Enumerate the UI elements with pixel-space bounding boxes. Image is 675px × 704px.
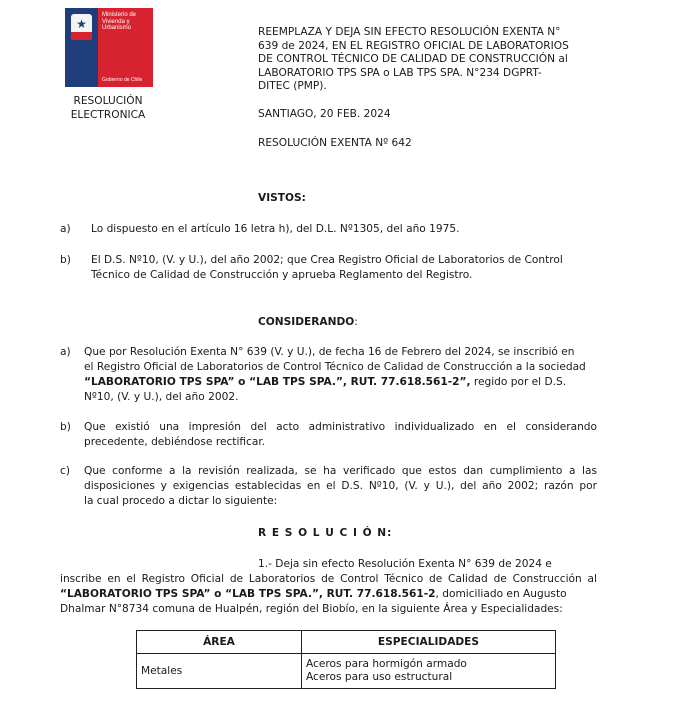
- vistos-a-label: a): [60, 223, 71, 235]
- resolucion-paragraph-1: 1.- Deja sin efecto Resolución Exenta N° 639 de 2024 e inscribe en el Registro Oficial de Laboratorios de Control Técnico de Calidad de Construcción al “LABORATORIO TPS SPA” o “LAB TPS SPA.”, RUT. 77.618.561-2, domiciliado en Augusto Dhalmar N°8734 comuna de Hualpén, región del Biobío, en la siguiente Área y Especialidades:: [60, 558, 597, 615]
- table-row: [137, 654, 556, 689]
- considerando-heading: CONSIDERANDO:: [258, 316, 358, 328]
- considerando-b-label: b): [60, 421, 71, 433]
- considerando-a-text: Que por Resolución Exenta N° 639 (V. y U.), de fecha 16 de Febrero del 2024, se inscribió en el Registro Oficial de Laboratorios de Control Técnico de Calidad de Construcción a la sociedad “LABORATORIO TPS SPA” o “LAB TPS SPA.”, RUT. 77.618.561-2”, regido por el D.S. Nº10, (V. y U.), del año 2002.: [84, 346, 586, 403]
- considerando-c-text: Que conforme a la revisión realizada, se ha verificado que estos dan cumplimiento a las disposiciones y exigencias establecidas en el D.S. Nº10, (V. y U.), del año 2002; razón por la cual procedo a dictar lo siguiente:: [84, 465, 597, 507]
- government-label: Gobierno de Chile: [102, 77, 143, 83]
- table-header-especialidades: ESPECIALIDADES: [302, 631, 556, 654]
- table-header-row: [137, 631, 556, 654]
- vistos-a-text: Lo dispuesto en el artículo 16 letra h), del D.L. Nº1305, del año 1975.: [91, 223, 460, 235]
- resolution-date: SANTIAGO, 20 FEB. 2024: [258, 108, 391, 120]
- vistos-b-label: b): [60, 254, 71, 266]
- area-specialties-table: [136, 630, 556, 689]
- resolucion-heading: R E S O L U C I Ó N:: [258, 527, 393, 539]
- vistos-b-text: El D.S. Nº10, (V. y U.), del año 2002; que Crea Registro Oficial de Laboratorios de Control Técnico de Calidad de Construcción y aprueba Reglamento del Registro.: [91, 254, 563, 281]
- ministry-name: Ministerio de Vivienda y Urbanismo: [102, 12, 137, 31]
- chile-crest-icon: ★: [71, 14, 92, 40]
- table-header-area: ÁREA: [137, 631, 302, 654]
- considerando-b-text: Que existió una impresión del acto administrativo individualizado en el considerando precedente, debiéndose rectificar.: [84, 421, 597, 448]
- vistos-heading: VISTOS:: [258, 192, 306, 204]
- resolution-subject: REEMPLAZA Y DEJA SIN EFECTO RESOLUCIÓN EXENTA N° 639 de 2024, EN EL REGISTRO OFICIAL DE LABORATORIOS DE CONTROL TÉCNICO DE CALIDAD DE CONSTRUCCIÓN al LABORATORIO TPS SPA o LAB TPS SPA. N°234 DGPRT- DITEC (PMP).: [258, 26, 569, 92]
- resolution-number: RESOLUCIÓN EXENTA Nº 642: [258, 137, 412, 149]
- gobierno-de-chile-logo: [65, 8, 153, 87]
- table-cell-area: Metales: [137, 654, 302, 689]
- considerando-a-label: a): [60, 346, 71, 358]
- considerando-c-label: c): [60, 465, 70, 477]
- table-cell-especialidades: Aceros para hormigón armado Aceros para uso estructural: [302, 654, 556, 689]
- document-type-label: RESOLUCIÓN ELECTRONICA: [70, 95, 146, 121]
